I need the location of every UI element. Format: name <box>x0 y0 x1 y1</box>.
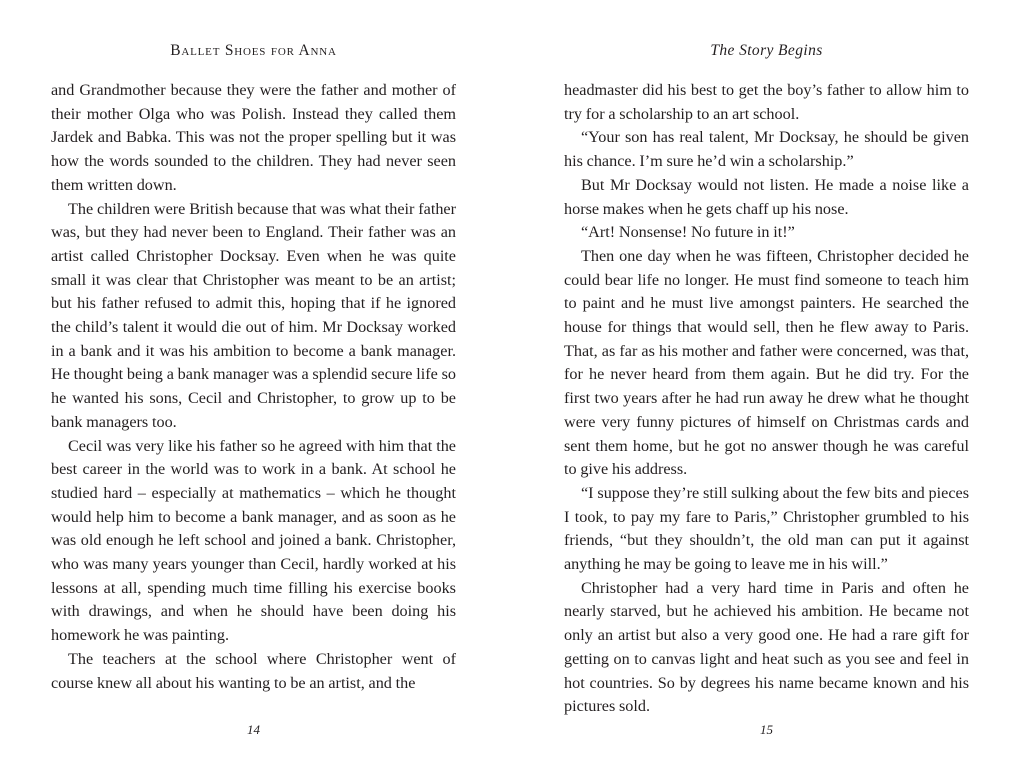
paragraph: But Mr Docksay would not listen. He made a noise like a horse makes when he gets chaff up his nose. <box>564 175 969 218</box>
left-page <box>51 0 456 783</box>
paragraph: “Your son has real talent, Mr Docksay, he should be given his chance. I’m sure he’d win a scholarship.” <box>564 128 969 171</box>
paragraph-continued: and Grandmother because they were the father and mother of their mother Olga who was Polish. Instead they called them Jardek and Babka. This was not the proper spelling but it was how the words sounded to the children. They had never seen them written down. <box>51 81 456 194</box>
page-number: 14 <box>247 722 260 737</box>
paragraph-continued: headmaster did his best to get the boy’s father to allow him to try for a scholarship to an art school. <box>564 81 969 123</box>
running-head-chapter-title: The Story Begins <box>710 42 823 59</box>
paragraph: “Art! Nonsense! No future in it!” <box>581 223 795 242</box>
right-page-body <box>564 79 969 719</box>
right-page <box>564 0 969 783</box>
page-number: 15 <box>760 722 773 737</box>
paragraph: The children were British because that was what their father was, but they had never been to England. Their father was an artist called Christopher Docksay. Even when he was quite small it was clear that Christopher was meant to be an artist; but his father refused to admit this, hoping that if he ignored the child’s talent it would die out of him. Mr Docksay worked in a bank and it was his ambition to become a bank manager. He thought being a bank manager was a splendid secure life so he wanted his sons, Cecil and Christopher, to grow up to be bank managers too. <box>51 199 456 431</box>
paragraph: Cecil was very like his father so he agreed with him that the best career in the world was to work in a bank. At school he studied hard – especially at mathematics – which he thought would help him to become a bank manager, and as soon as he was old enough he left school and joined a bank. Christopher, who was many years younger than Cecil, hardly worked at his lessons at all, spending much time filling his exercise books with drawings, and when he should have been doing his homework he was painting. <box>51 436 456 645</box>
paragraph: Christopher had a very hard time in Paris and often he nearly starved, but he achieved his ambition. He became not only an artist but also a very good one. He had a rare gift for getting on to canvas light and heat such as you see and feel in hot countries. So by degrees his name became known and his pictures sold. <box>564 578 969 716</box>
left-page-body <box>51 79 456 695</box>
paragraph: The teachers at the school where Christopher went of course knew all about his wanting to be an artist, and the <box>51 649 456 692</box>
running-head-book-title: Ballet Shoes for Anna <box>170 42 337 59</box>
paragraph: Then one day when he was fifteen, Christopher decided he could bear life no longer. He must find someone to teach him to paint and he must live amongst painters. He searched the house for things that would sell, then he flew away to Paris. That, as far as his mother and father were concerned, was that, for he never heard from them again. But he did try. For the first two years after he had run away he drew what he thought were very funny pictures of himself on Christmas cards and sent them home, but he got no answer though he was careful to give his address. <box>564 246 969 479</box>
paragraph: “I suppose they’re still sulking about the few bits and pieces I took, to pay my fare to Paris,” Christopher grumbled to his friends, “but they shouldn’t, the old man can put it against anything he may be going to leave me in his will.” <box>564 483 969 574</box>
